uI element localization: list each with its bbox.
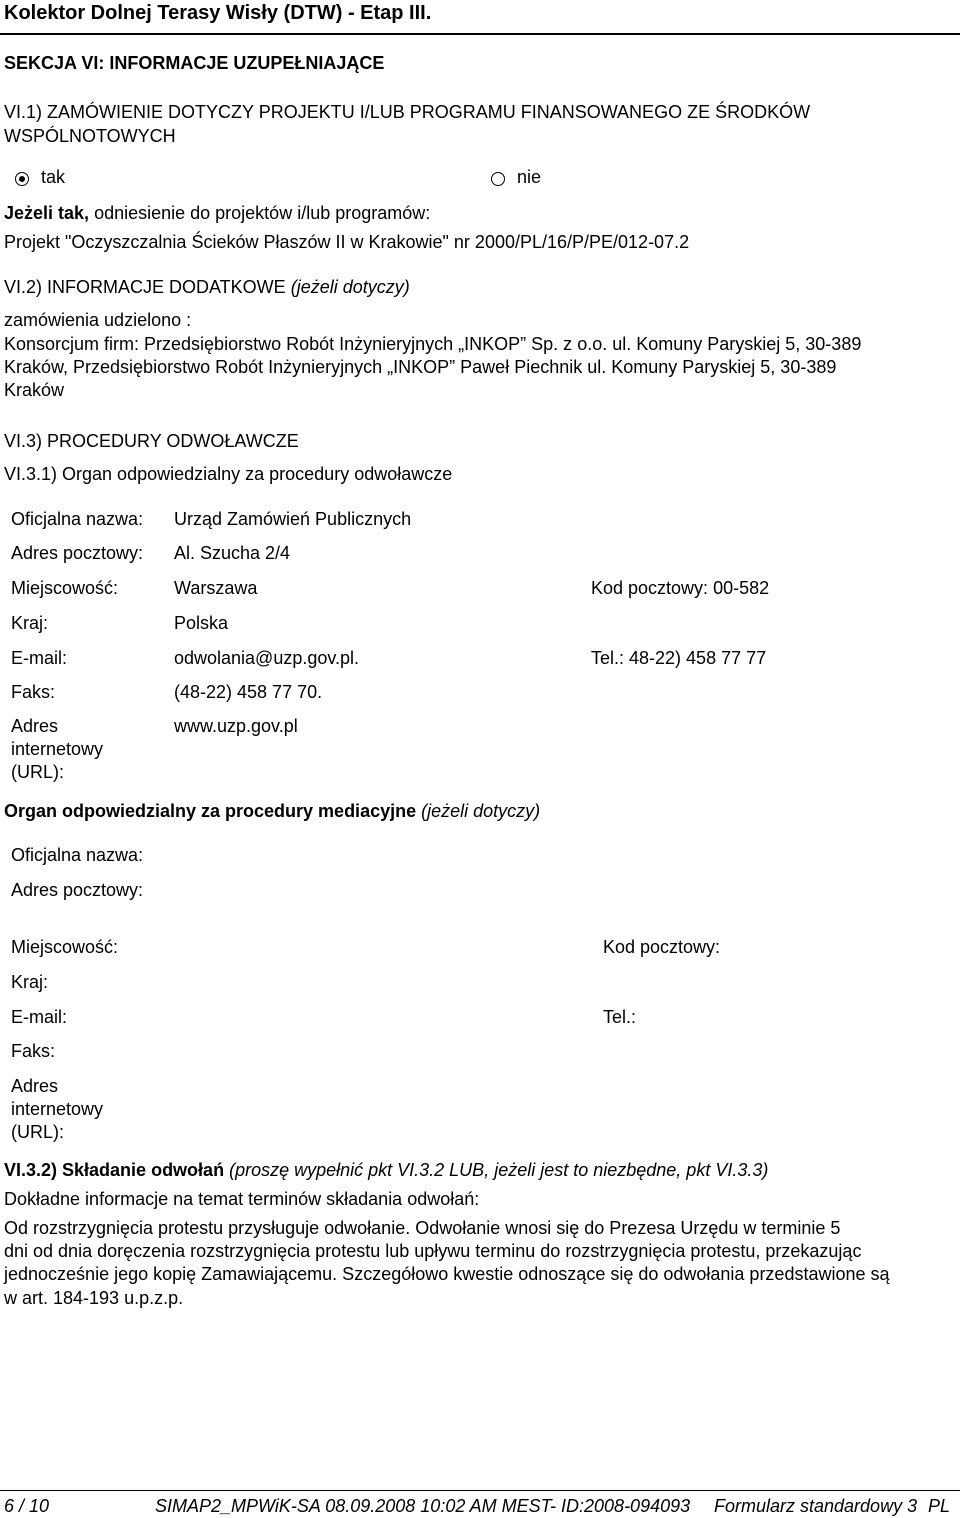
details-line4: w art. 184-193 u.p.z.p. xyxy=(4,1288,184,1308)
value-fax: (48-22) 458 77 70. xyxy=(174,682,323,702)
label-email: E-mail: xyxy=(11,648,68,668)
option-yes-label: tak xyxy=(41,167,66,187)
value-town: Warszawa xyxy=(174,578,258,598)
mediation-label-official-name: Oficjalna nazwa: xyxy=(11,845,144,865)
vi3-heading: VI.3) PROCEDURY ODWOŁAWCZE xyxy=(4,431,299,451)
details-label: Dokładne informacje na temat terminów składania odwołań: xyxy=(4,1189,480,1209)
if-yes-line xyxy=(4,203,430,224)
vi3-2-heading: VI.3.2) Składanie odwołań xyxy=(4,1160,225,1180)
mediation-label-url-3: (URL): xyxy=(11,1122,64,1142)
value-postal-code: Kod pocztowy: 00-582 xyxy=(591,578,770,598)
label-url-3: (URL): xyxy=(11,762,64,782)
footer-lang: PL xyxy=(928,1496,951,1516)
mediation-label-url-2: internetowy xyxy=(11,1099,104,1119)
mediation-label-tel: Tel.: xyxy=(603,1007,637,1027)
document-title: Kolektor Dolnej Terasy Wisły (DTW) - Etap III. xyxy=(4,2,432,24)
label-fax: Faks: xyxy=(11,682,56,702)
if-yes-rest: odniesienie do projektów i/lub programów: xyxy=(89,203,431,223)
vi2-line3: Kraków, Przedsiębiorstwo Robót Inżynieryjnych „INKOP” Paweł Piechnik ul. Komuny Paryskiej 5, 30-389 xyxy=(4,357,837,377)
header-rule xyxy=(0,33,960,35)
vi1-heading-line2: WSPÓLNOTOWYCH xyxy=(4,126,176,146)
value-country: Polska xyxy=(174,613,229,633)
value-postal-address: Al. Szucha 2/4 xyxy=(174,543,291,563)
option-no-label: nie xyxy=(517,167,542,187)
project-reference: Projekt "Oczyszczalnia Ścieków Płaszów II w Krakowie" nr 2000/PL/16/P/PE/012-07.2 xyxy=(4,232,690,252)
mediation-label-town: Miejscowość: xyxy=(11,937,119,957)
vi2-line1: zamówienia udzielono : xyxy=(4,310,192,330)
value-official-name: Urząd Zamówień Publicznych xyxy=(174,509,412,529)
footer-page: 6 / 10 xyxy=(4,1496,50,1516)
value-email: odwolania@uzp.gov.pl. xyxy=(174,648,360,668)
vi2-heading-note: (jeżeli dotyczy) xyxy=(290,277,410,297)
vi2-line2: Konsorcjum firm: Przedsiębiorstwo Robót Inżynieryjnych „INKOP” Sp. z o.o. ul. Komuny Paryskiej 5, 30-389 xyxy=(4,334,862,354)
vi2-heading-line xyxy=(4,277,410,298)
section-title: SEKCJA VI: INFORMACJE UZUPEŁNIAJĄCE xyxy=(4,53,385,73)
vi3-2-heading-note: (proszę wypełnić pkt VI.3.2 LUB, jeżeli jest to niezbędne, pkt VI.3.3) xyxy=(229,1160,769,1180)
label-country: Kraj: xyxy=(11,613,49,633)
vi2-line4: Kraków xyxy=(4,380,65,400)
mediation-label-email: E-mail: xyxy=(11,1007,68,1027)
label-official-name: Oficjalna nazwa: xyxy=(11,509,144,529)
vi1-heading-line1: VI.1) ZAMÓWIENIE DOTYCZY PROJEKTU I/LUB PROGRAMU FINANSOWANEGO ZE ŚRODKÓW xyxy=(4,102,811,122)
label-url-1: Adres xyxy=(11,716,59,736)
value-url: www.uzp.gov.pl xyxy=(174,716,298,736)
mediation-label-postal-code: Kod pocztowy: xyxy=(603,937,721,957)
if-yes-bold: Jeżeli tak, xyxy=(4,203,90,223)
label-postal-address: Adres pocztowy: xyxy=(11,543,144,563)
vi3-1-heading: VI.3.1) Organ odpowiedzialny za procedury odwoławcze xyxy=(4,464,453,484)
label-url-2: internetowy xyxy=(11,739,104,759)
footer-form: Formularz standardowy 3 xyxy=(714,1496,918,1516)
radio-yes-icon xyxy=(15,172,29,186)
radio-no-icon xyxy=(491,172,505,186)
mediation-label-postal-address: Adres pocztowy: xyxy=(11,880,144,900)
mediation-heading-line xyxy=(4,801,540,822)
footer-doc-id: SIMAP2_MPWiK-SA 08.09.2008 10:02 AM MEST- ID:2008-094093 xyxy=(155,1496,691,1516)
details-line3: jednocześnie jego kopię Zamawiającemu. Szczegółowo kwestie odnoszące się do odwołania przedstawione są xyxy=(4,1264,890,1284)
footer-rule xyxy=(0,1490,960,1491)
details-line2: dni od dnia doręczenia rozstrzygnięcia protestu lub upływu terminu do rozstrzygnięcia protestu, przekazując xyxy=(4,1241,862,1261)
mediation-label-url-1: Adres xyxy=(11,1076,59,1096)
mediation-heading: Organ odpowiedzialny za procedury mediacyjne xyxy=(4,801,417,821)
vi2-heading: VI.2) INFORMACJE DODATKOWE xyxy=(4,277,286,297)
mediation-label-fax: Faks: xyxy=(11,1041,56,1061)
details-line1: Od rozstrzygnięcia protestu przysługuje odwołanie. Odwołanie wnosi się do Prezesa Urzędu w terminie 5 xyxy=(4,1218,841,1238)
label-town: Miejscowość: xyxy=(11,578,119,598)
mediation-heading-note: (jeżeli dotyczy) xyxy=(421,801,541,821)
value-tel: Tel.: 48-22) 458 77 77 xyxy=(591,648,767,668)
vi3-2-heading-line xyxy=(4,1160,768,1181)
mediation-label-country: Kraj: xyxy=(11,972,49,992)
